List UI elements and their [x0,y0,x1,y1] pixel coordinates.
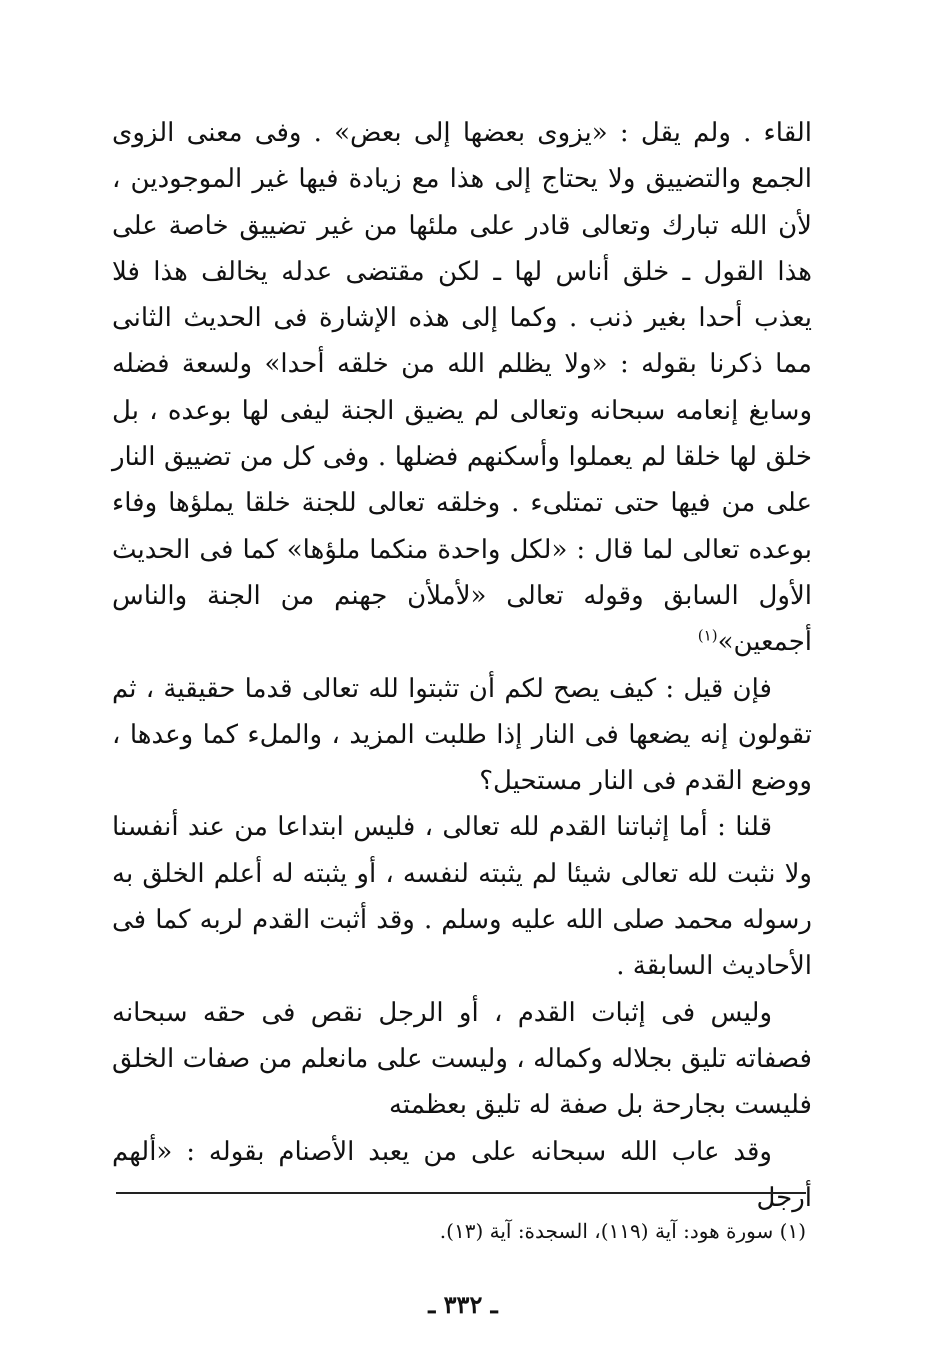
paragraph-5: وقد عاب الله سبحانه على من يعبد الأصنام بقوله : «ألهم أرجل [112,1136,812,1213]
paragraph-2: فإن قيل : كيف يصح لكم أن تثبتوا لله تعالى قدما حقيقية ، ثم تقولون إنه يضعها فى النار إذا طلبت المزيد ، والملء كما وعدها ، ووضع القدم فى النار مستحيل؟ [112,673,812,797]
main-text [112,110,812,1221]
footnote: (١) سورة هود: آية (١١٩)، السجدة: آية (١٣). [439,1219,806,1243]
paragraph-4: وليس فى إثبات القدم ، أو الرجل نقص فى حقه سبحانه فصفاته تليق بجلاله وكماله ، وليست على مانعلم من صفات الخلق فليست بجارحة بل صفة له تليق بعظمته [112,997,812,1121]
footnote-reference: (١) [697,626,718,645]
page-number: ـ ٣٣٢ ـ [428,1290,498,1319]
footnote-divider [116,1192,806,1194]
paragraph-3: قلنا : أما إثباتنا القدم لله تعالى ، فليس ابتداعا من عند أنفسنا ولا نثبت لله تعالى شيئا لم يثبته لنفسه ، أو يثبته له أعلم الخلق به رسوله محمد صلى الله عليه وسلم . وقد أثبت القدم لربه كما فى الأحاديث السابقة . [112,812,812,982]
paragraph-1 [112,110,812,666]
paragraph-1-text: القاء . ولم يقل : «يزوى بعضها إلى بعض» . وفى معنى الزوى الجمع والتضييق ولا يحتاج إلى هذا مع زيادة فيها غير الموجودين ، لأن الله تبارك وتعالى قادر على ملئها من غير تضييق خاصة على هذا القول ـ خلق أناس لها ـ لكن مقتضى عدله يخالف هذا فلا يعذب أحدا بغير ذنب . وكما إلى هذه الإشارة فى الحديث الثانى مما ذكرنا بقوله : «ولا يظلم الله من خلقه أحدا» ولسعة فضله وسابغ إنعامه سبحانه وتعالى لم يضيق الجنة ليفى لها بوعده ، بل خلق لها خلقا لم يعملوا وأسكنهم فضلها . وفى كل من تضييق النار على من فيها حتى تمتلىء . وخلقه تعالى للجنة خلقا يملؤها وفاء بوعده تعالى لما قال : «لكل واحدة منكما ملؤها» كما فى الحديث الأول السابق وقوله تعالى «لأملأن جهنم من الجنة والناس أجمعين» [112,118,812,658]
